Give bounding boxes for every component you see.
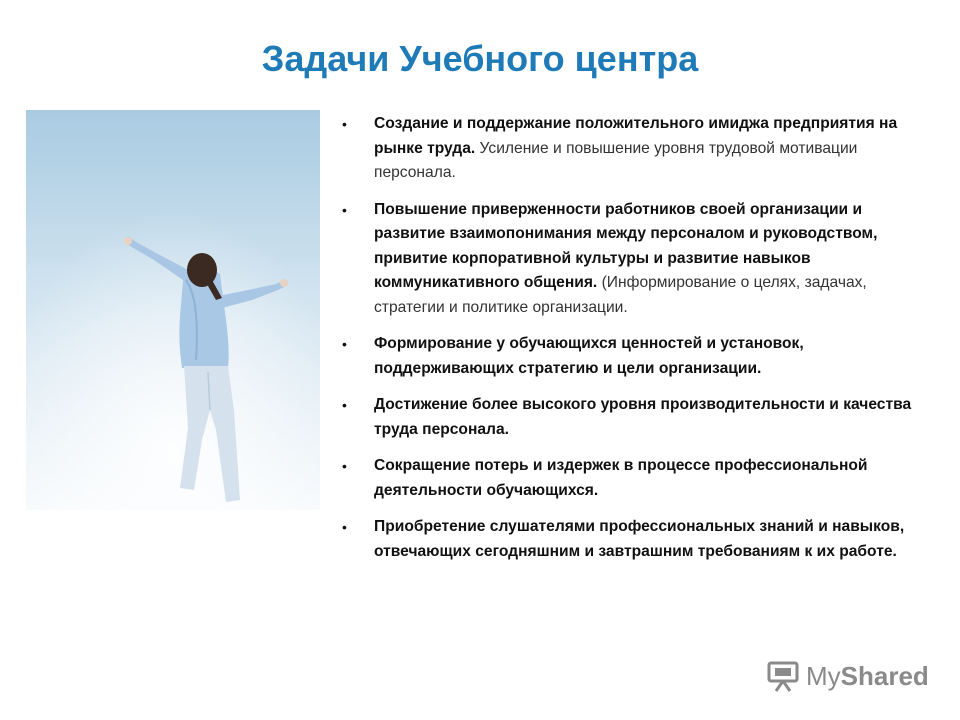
- watermark-my: My: [806, 660, 841, 691]
- list-item: [342, 454, 922, 503]
- task-list: [342, 112, 922, 576]
- list-item-bold: Создание и поддержание положительного имиджа предприятия на рынке труда.: [374, 115, 898, 157]
- photo-person-arms-outstretched: [26, 110, 320, 510]
- list-item-bold: Достижение более высокого уровня производительности и качества труда персонала.: [374, 396, 912, 438]
- slide-title: Задачи Учебного центра: [261, 38, 699, 79]
- watermark-shared: Shared: [840, 660, 929, 691]
- list-item-plain: (Информирование о целях, задачах, стратегии и политике организации.: [374, 274, 867, 316]
- list-item: [342, 515, 922, 564]
- list-item-plain: Усиление и повышение уровня трудовой мотивации персонала.: [374, 139, 858, 181]
- person-arms-outstretched-icon: [26, 110, 320, 510]
- list-item: [342, 393, 922, 442]
- list-item-bold: Сокращение потерь и издержек в процессе профессиональной деятельности обучающихся.: [374, 457, 868, 499]
- list-item: [342, 198, 922, 321]
- list-item-bold: Повышение приверженности работников своей организации и развитие взаимопонимания между персоналом и руководством, привитие корпоративной культуры и развитие навыков коммуникативного общения.: [374, 200, 878, 291]
- myshared-watermark: [766, 656, 929, 696]
- list-item-bold: Приобретение слушателями профессиональных знаний и навыков, отвечающих сегодняшним и завтрашним требованиям к их работе.: [374, 518, 905, 560]
- list-item: [342, 332, 922, 381]
- presentation-board-icon: [766, 659, 800, 693]
- list-item-bold: Формирование у обучающихся ценностей и установок, поддерживающих стратегию и цели организации.: [374, 335, 804, 377]
- list-item: [342, 112, 922, 186]
